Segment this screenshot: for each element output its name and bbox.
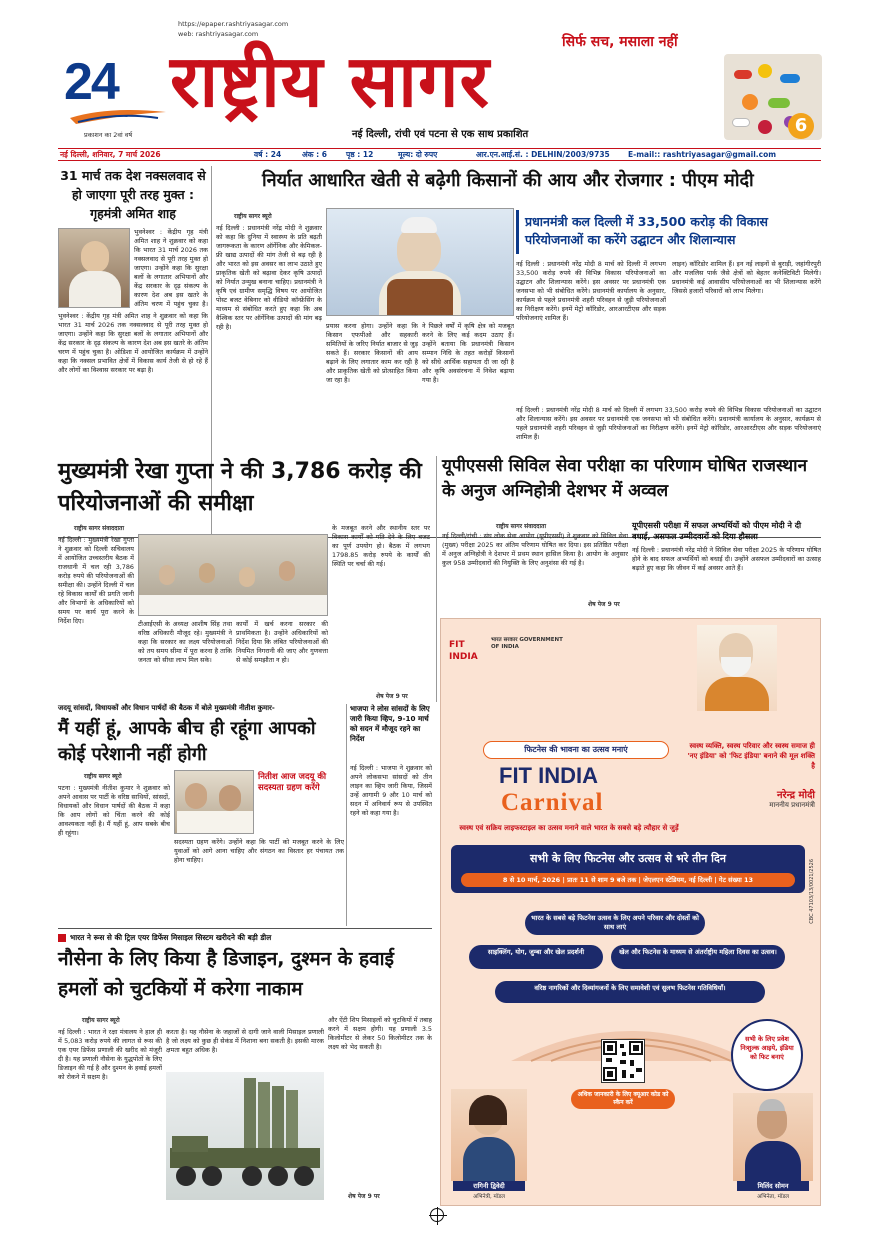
info-price: मूल्य: दो रुपए: [398, 149, 438, 159]
story-headline: यूपीएससी सिविल सेवा परीक्षा का परिणाम घोषित राजस्थान के अनुज अग्निहोत्री देशभर में अव्वल: [442, 456, 808, 501]
story-body: नई दिल्ली/रांची : संघ लोक सेवा आयोग (यूपीएससी) ने शुक्रवार को सिविल सेवा (मुख्य) परीक्षा 2025 का अंतिम परिणाम घोषित कर दिया। इस प्रतिष्ठित परीक्षा में अनुज अग्निहोत्री ने देशभर में प्रथम स्थान हासिल किया है। आयोग के अनुसार कुल 958 उम्मीदवारों की नियुक्ति के लिए अनुशंसा की गई है।: [442, 532, 628, 567]
pm-quote-name: नरेन्द्र मोदी: [777, 790, 815, 801]
event-details: 8 से 10 मार्च, 2026 | प्रातः 11 से शाम 9 बजे तक | जेएलएन स्टेडियम, नई दिल्ली | गेट संख्या 13: [461, 873, 795, 887]
story-headline: निर्यात आधारित खेती से बढ़ेगी किसानों की आय और रोजगार : पीएम मोदी: [262, 170, 754, 191]
person1-name: रागिनी द्विवेदी: [453, 1181, 525, 1191]
event-box: [451, 845, 805, 893]
side-body: नई दिल्ली : प्रधानमंत्री नरेंद्र मोदी ने सिविल सेवा परीक्षा 2025 के परिणाम घोषित होने के बाद सफल अभ्यर्थियों को बधाई दी। उन्होंने असफल उम्मीदवारों का उत्साह बढ़ाते हुए कहा कि जीवन में कई अवसर आते हैं।: [632, 546, 821, 572]
story-body-3: ने पिछले वर्षों में कृषि क्षेत्र को मजबूत करने के लिए कई कदम उठाए हैं। उन्होंने बताया कि प्रधानमंत्री किसान सम्मान निधि के तहत करोड़ों किसानों को सीधे आर्थिक सहायता दी जा रही है और कृषि अवसंरचना में निवेश बढ़ाया गया है।: [422, 322, 514, 384]
person2-role: अभिनेता, मॉडल: [757, 1194, 789, 1200]
story-byline: राष्ट्रीय सागर संवाददाता: [74, 525, 125, 532]
continued-note: शेष पेज 9 पर: [588, 601, 620, 608]
story-body: पटना : मुख्यमंत्री नीतीश कुमार ने शुक्रवार को अपने आवास पर पार्टी के वरिष्ठ साथियों, सांसदों, विधायकों और विधान पार्षदों की बैठक में कहा कि आप लोगों को चिंता करने की कोई आवश्यकता नहीं है। मैं यहीं हूं, आप सबके बीच ही रहूंगा।: [58, 784, 170, 837]
tagline: सिर्फ सच, मसाला नहीं: [562, 34, 678, 50]
story-body-2: लाइन) कॉरिडोर शामिल हैं। इन नई लाइनों से बुराड़ी, जहांगीरपुरी और मजलिस पार्क जैसे क्षेत्रों को बेहतर कनेक्टिविटी मिलेगी। प्रधानमंत्री कई आवासीय परियोजनाओं का भी शिलान्यास करेंगे जिससे हजारों परिवारों को लाभ मिलेगा।: [672, 260, 821, 295]
meeting-photo: [138, 534, 328, 616]
person1-role: अभिनेत्री, मॉडल: [473, 1194, 505, 1200]
qr-code[interactable]: [601, 1039, 645, 1083]
story-byline: राष्ट्रीय सागर ब्यूरो: [84, 773, 122, 780]
masthead-title: राष्ट्रीय सागर: [170, 39, 490, 123]
story-headline: नौसेना के लिए किया है डिजाइन, दुश्मन के हवाई हमलों को चुटकियों में करेगा नाकाम: [58, 948, 394, 1000]
pm-modi-photo: [326, 208, 514, 316]
logo-swoosh-icon: [68, 104, 168, 126]
story-kicker: भाजपा ने लोस सांसदों के लिए जारी किया व्हिप, 9-10 मार्च को सदन में मौजूद रहने का निर्देश: [350, 704, 430, 743]
fit-india-logo: [449, 635, 489, 671]
qr-code-icon: [602, 1040, 644, 1082]
entry-badge: सभी के लिए प्रवेश निःशुल्क आइये, इंडिया को फिट बनाएं: [731, 1019, 803, 1091]
story-body: भुवनेश्वर : केंद्रीय गृह मंत्री अमित शाह ने शुक्रवार को कहा कि भारत 31 मार्च 2026 तक नक्सलवाद से पूरी तरह मुक्त हो जाएगा। उन्होंने कहा कि सुरक्षा बलों के लगातार अभियानों और केंद्र सरकार के दृढ़ संकल्प के कारण देश अब इस खतरे के अंतिम चरण में पहुंच चुका है।: [134, 228, 208, 308]
logo: [64, 52, 174, 130]
person2-name: मिलिंद सोमन: [737, 1181, 809, 1191]
story-body: नई दिल्ली : प्रधानमंत्री नरेंद्र मोदी 8 मार्च को दिल्ली में लगभग 33,500 करोड़ रुपये की विभिन्न विकास परियोजनाओं का उद्घाटन और शिलान्यास करेंगे। इस अवसर पर प्रधानमंत्री एक जनसभा को भी संबोधित करेंगे। प्रधानमंत्री कार्यालय के अनुसार, कार्यक्रम से पहले प्रधानमंत्री शहरी परिवहन से जुड़ी परियोजनाओं का निरीक्षण करेंगे। इनमें मेट्रो कॉरिडोर, आरआरटीएस और सड़क परियोजनाएं शामिल हैं।: [516, 260, 666, 322]
ad-banner: फिटनेस की भावना का उत्सव मनाएं: [483, 741, 669, 759]
amit-shah-photo: [58, 228, 130, 308]
carnival-title-line2: Carnival: [501, 789, 604, 816]
nitish-photo: [174, 770, 254, 834]
fit-india-logo-text: FIT INDIA: [449, 640, 478, 662]
section-divider: [58, 928, 432, 929]
story-body-3: और ऐंटी शिप मिसाइलों को चुटकियों में तबाह करने में सक्षम होगी। यह प्रणाली 3.5 किलोमीटर से लेकर 50 किलोमीटर तक के लक्ष्य को भेद सकती है।: [328, 1016, 432, 1051]
story-body-continued: भुवनेश्वर : केंद्रीय गृह मंत्री अमित शाह ने शुक्रवार को कहा कि भारत 31 मार्च 2026 तक नक्सलवाद से पूरी तरह मुक्त हो जाएगा। उन्होंने कहा कि सुरक्षा बलों के लगातार अभियानों और केंद्र सरकार के दृढ़ संकल्प के कारण देश अब इस खतरे के अंतिम चरण में पहुंच चुका है। ओडिशा में आयोजित कार्यक्रम में उन्होंने कहा कि नक्सल प्रभावित क्षेत्रों में विकास कार्य तेजी से हो रहे हैं और लोगों का विश्वास सरकार पर बढ़ा है।: [58, 312, 208, 374]
sub-headline: नितीश आज जदयू की सदस्यता ग्रहण करेंगे: [258, 772, 327, 793]
missile-launcher-icon: [166, 1072, 324, 1200]
story-body-3: कार्यों में खर्च करना सरकार की प्राथमिकता है। उन्होंने अधिकारियों को निर्देश दिया कि लंबित परियोजनाओं की नियमित निगरानी की जाए और गुणवत्ता से कोई समझौता न हो।: [236, 620, 328, 664]
story-nitish: [58, 704, 344, 929]
story-headline: मैं यहीं हूं, आपके बीच ही रहूंगा आपको कोई परेशानी नहीं होगी: [58, 718, 316, 765]
info-year: वर्ष : 24: [254, 149, 282, 159]
info-rni: आर.एन.आई.सं. : DELHIN/2003/9735: [476, 149, 610, 159]
info-bar: [58, 148, 821, 161]
info-issue: अंक : 6: [302, 149, 327, 159]
info-pages: पृष्ठ : 12: [346, 149, 374, 159]
story-body: नई दिल्ली : भारत ने रक्षा मंत्रालय ने हाल ही में 5,083 करोड़ रुपये की लागत से रूस की एक एयर डिफेंस प्रणाली की खरीद को मंजूरी दी है। यह प्रणाली नौसेना के युद्धपोतों के लिए डिजाइन की गई है और दुश्मन के हवाई हमलों को रोकने में सक्षम है।: [58, 1028, 162, 1081]
year-note: प्रकाशन का 2वां वर्ष: [84, 131, 133, 139]
event-title: सभी के लिए फिटनेस और उत्सव से भरे तीन दिन: [530, 852, 726, 865]
ragini-photo: [451, 1089, 527, 1181]
ad-number-badge: 6: [788, 113, 814, 139]
story-byline: राष्ट्रीय सागर ब्यूरो: [82, 1017, 120, 1024]
pm-quote-title: माननीय प्रधानमंत्री: [769, 801, 815, 809]
epaper-url[interactable]: https://epaper.rashtriyasagar.com: [178, 20, 289, 28]
kicker-marker: [58, 934, 66, 942]
story-body-3: नई दिल्ली : प्रधानमंत्री नरेंद्र मोदी 8 मार्च को दिल्ली में लगभग 33,500 करोड़ रुपये की विभिन्न विकास परियोजनाओं का उद्घाटन और शिलान्यास करेंगे। इस अवसर पर प्रधानमंत्री एक जनसभा को भी संबोधित करेंगे। प्रधानमंत्री कार्यालय के अनुसार, कार्यक्रम से पहले प्रधानमंत्री शहरी परिवहन से जुड़ी परियोजनाओं का निरीक्षण करेंगे। इनमें मेट्रो कॉरिडोर, आरआरटीएस और सड़क परियोजनाएं शामिल हैं।: [516, 406, 821, 441]
story-rekha-gupta-body: [58, 524, 430, 702]
registration-mark-icon: [430, 1208, 444, 1222]
story-body-2: टीआईएसी के अध्यक्ष आशीष सिंह तथा वरिष्ठ अधिकारी मौजूद रहे। मुख्यमंत्री ने कहा कि सरकार का लक्ष्य परियोजनाओं को तय समय सीमा में पूरा करना है ताकि जनता को सीधा लाभ मिल सके।: [138, 620, 232, 664]
pm-modi-ad-photo: [697, 625, 777, 711]
story-upsc: [442, 454, 821, 614]
info-date: नई दिल्ली, शनिवार, 7 मार्च 2026: [60, 149, 161, 159]
milind-photo: [733, 1093, 813, 1181]
ad-point-3: खेल और फिटनेस के माध्यम से अंतर्राष्ट्रीय महिला दिवस का उत्सव।: [611, 945, 785, 969]
story-kicker: [58, 932, 432, 944]
story-byline: राष्ट्रीय सागर ब्यूरो: [234, 213, 272, 220]
masthead-subtitle: नई दिल्ली, रांची एवं पटना से एक साथ प्रकाशित: [352, 129, 529, 140]
pm-quote: स्वस्थ व्यक्ति, स्वस्थ परिवार और स्वस्थ समाज ही 'नए इंडिया' को 'फिट इंडिया' बनाने की मूल शक्ति है: [687, 742, 815, 770]
story-body-2: प्रयास करना होगा। उन्होंने कहा कि किसान एफपीओ और सहकारी समितियों के जरिए निर्यात बाजार से जुड़ सकते हैं। सरकार किसानों की आय बढ़ाने के लिए लगातार काम कर रही है और प्राकृतिक खेती को प्रोत्साहित किया जा रहा है।: [326, 322, 418, 384]
continued-note: शेष पेज 9 पर: [348, 1193, 380, 1200]
ad-point-4: वरिष्ठ नागरिकों और दिव्यांगजनों के लिए समावेशी एवं सुलभ फिटनेस गतिविधियाँ।: [495, 981, 765, 1003]
cbc-code: CBC 47103/13/0021/2526: [809, 859, 815, 924]
missile-system-photo: [166, 1072, 324, 1200]
story-body: नई दिल्ली : मुख्यमंत्री रेखा गुप्ता ने शुक्रवार को दिल्ली सचिवालय में आयोजित उच्चस्तरीय बैठक में राजधानी में चल रही 3,786 करोड़ रुपये की परियोजनाओं की समीक्षा की। उन्होंने दिल्ली में चल रहे विकास कार्यों की प्रगति जानी और विभागों के अधिकारियों को समय पर कार्य पूरा करने के निर्देश दिए।: [58, 536, 134, 625]
story-headline: मुख्यमंत्री रेखा गुप्ता ने की 3,786 करोड़ की परियोजनाओं की समीक्षा: [58, 459, 422, 516]
story-navy-defense: [58, 932, 432, 1204]
kicker-text: भारत ने रूस से की ट्रिल एयर डिफेंस मिसाइल सिस्टम खरीदने की बड़ी डील: [70, 933, 272, 942]
story-body-2: सदस्यता ग्रहण करेंगे। उन्होंने कहा कि पार्टी को मजबूत करने के लिए युवाओं को आगे आना चाहिए और संगठन का विस्तार हर पंचायत तक होना चाहिए।: [174, 838, 344, 864]
story-kicker: जदयू सांसदों, विधायकों और विधान पार्षदों की बैठक में बोले मुख्यमंत्री नीतीश कुमार-: [58, 704, 275, 712]
column-divider: [436, 456, 437, 702]
story-byline: राष्ट्रीय सागर संवाददाता: [496, 523, 547, 530]
logo-number: 24: [64, 53, 118, 111]
qr-label: अधिक जानकारी के लिए क्यूआर कोड को स्कैन करें: [571, 1089, 675, 1109]
story-body-4: के मजबूत करने और स्थानीय स्तर पर विकास कार्यों को गति देने के लिए बजट का पूर्ण उपयोग हो। बैठक में लगभग 1798.85 करोड़ रुपये के कार्यों की स्थिति पर चर्चा की गई।: [332, 524, 430, 568]
story-bjp-whip: [350, 704, 432, 926]
story-body: नई दिल्ली : प्रधानमंत्री नरेंद्र मोदी ने शुक्रवार को कहा कि दुनिया में स्वास्थ्य के प्रति बढ़ती जागरूकता के कारण ऑर्गेनिक और केमिकल-फ्री खाद्य उत्पादों की मांग तेजी से बढ़ रही है और भारत को इस अवसर का लाभ उठाते हुए प्राकृतिक खेती को बढ़ावा देकर कृषि उत्पादों को निर्यात उन्मुख बनाना चाहिए। प्रधानमंत्री ने कृषि एवं ग्रामीण समृद्धि विषय पर आयोजित पोस्ट बजट वेबिनार को वीडियो कॉन्फ्रेंसिंग के माध्यम से संबोधित करते हुए कहा कि अब वैश्विक स्तर पर ऑर्गेनिक उत्पादों की मांग बढ़ रही है।: [216, 224, 322, 331]
continued-note: शेष पेज 9 पर: [376, 693, 408, 700]
gov-label: भारत सरकार GOVERNMENT OF INDIA: [491, 637, 563, 650]
story-body-2: करता है। यह नौसेना के जहाजों से दागी जाने वाली मिसाइल प्रणाली है जो लक्ष्य को कुछ ही सेकंड में निशाना बना सकती है। इसकी मारक क्षमता बहुत अधिक है।: [166, 1028, 324, 1054]
info-email[interactable]: E-mail:: rashtriyasagar@gmail.com: [628, 150, 777, 159]
ad-point-1: भारत के सबसे बड़े फिटनेस उत्सव के लिए अपने परिवार और दोस्तों को साथ लाएं: [525, 911, 705, 935]
column-divider: [346, 704, 347, 926]
story-headline: प्रधानमंत्री कल दिल्ली में 33,500 करोड़ की विकास परियोजनाओं का करेंगे उद्घाटन और शिलान्यास: [516, 210, 821, 254]
story-headline: 31 मार्च तक देश नक्सलवाद से हो जाएगा पूरी तरह मुक्त : गृहमंत्री अमित शाह: [60, 168, 206, 221]
carnival-title-line1: FIT INDIA: [499, 763, 598, 788]
side-headline: यूपीएससी परीक्षा में सफल अभ्यर्थियों को पीएम मोदी ने दी बधाई, असफल उम्मीदवारों को दिया हौसला: [632, 521, 802, 541]
fit-india-ad[interactable]: [440, 618, 821, 1206]
masthead: [0, 0, 877, 148]
ad-point-2: साइक्लिंग, योग, जुम्बा और खेल प्रदर्शनी: [469, 945, 603, 969]
story-body: नई दिल्ली : भाजपा ने शुक्रवार को अपने लोकसभा सांसदों को तीन लाइन का व्हिप जारी किया, जिसमें उन्हें आगामी 9 और 10 मार्च को सदन में अनिवार्य रूप से उपस्थित रहने को कहा गया है।: [350, 764, 432, 817]
carnival-subtitle: स्वस्थ एवं सक्रिय लाइफस्टाइल का उत्सव मनाने वाले भारत के सबसे बड़े त्यौहार से जुड़ें: [459, 824, 679, 832]
web-url[interactable]: web: rashtriyasagar.com: [178, 30, 259, 38]
